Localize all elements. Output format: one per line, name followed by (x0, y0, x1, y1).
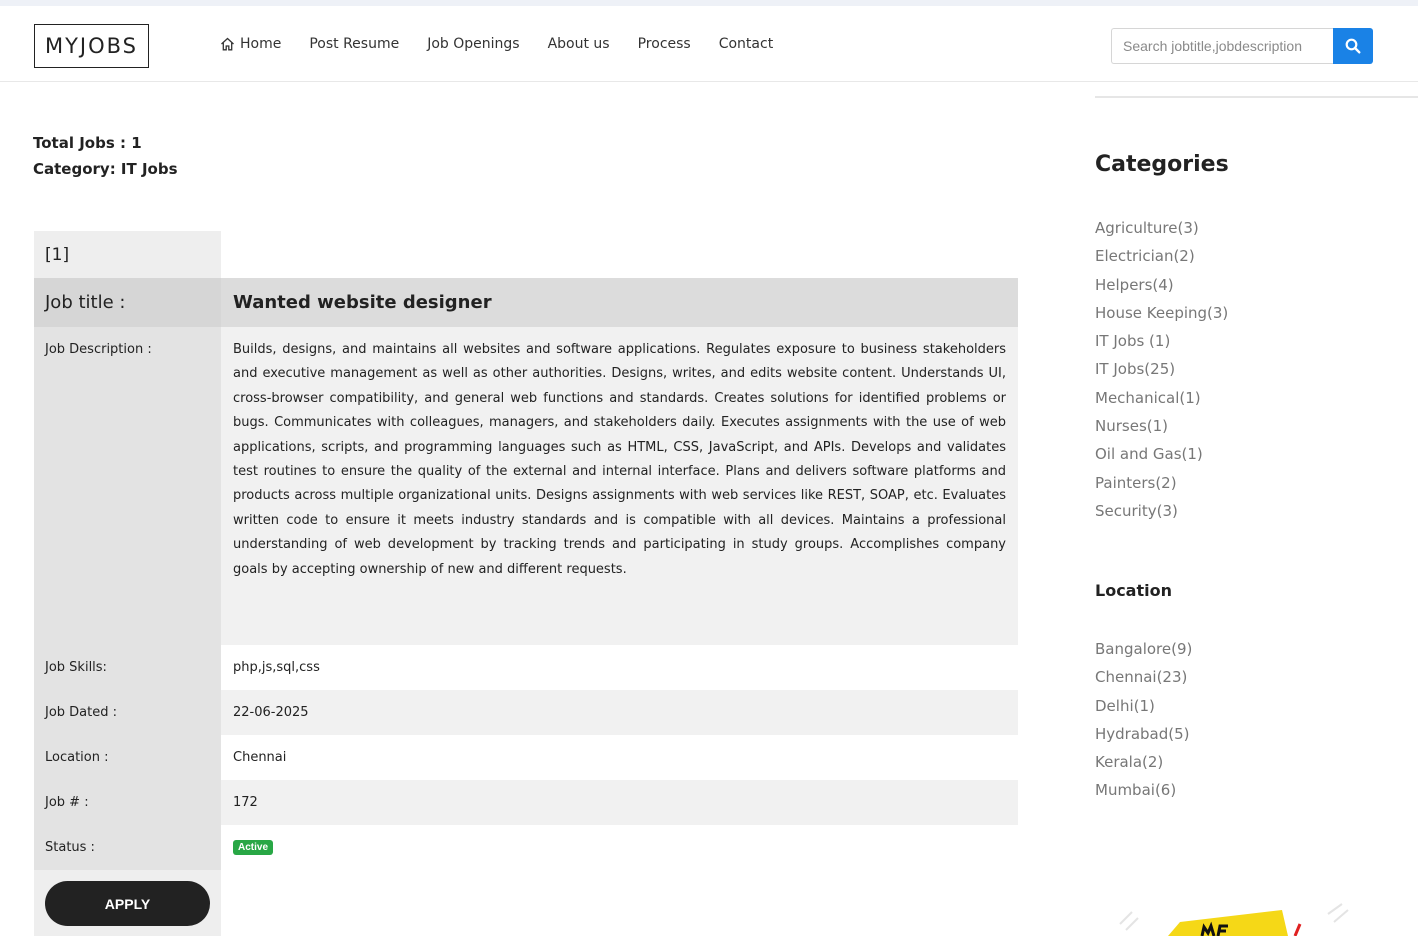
job-description-label: Job Description : (34, 327, 221, 645)
job-description: Builds, designs, and maintains all websites and software applications. Regulates exposure to business stakeholders and executive management as well as other authorities. Designs, writes, and edits website content. Understands UI, cross-browser compatibility, and general web functions and standards. Creates solutions for identified problems or bugs. Communicates with colleagues, managers, and stakeholders daily. Executes assignments with the use of web applications, scripts, and programming languages such as HTML, CSS, JavaScript, and APIs. Develops and validates test routines to ensure the quality of the external and internal interface. Plans and delivers software platforms and products across multiple organizational units. Designs assignments with web services like REST, SOAP, etc. Evaluates written code to ensure it meets industry standards and is compatible with all devices. Maintains a professional understanding of web development by tracking trends and participating in study groups. Accomplishes company goals by accepting ownership of new and different requests. (221, 327, 1018, 645)
job-index-row (34, 231, 1018, 278)
job-location: Chennai (221, 735, 1018, 780)
job-number-row (34, 780, 1018, 825)
location-item[interactable]: Mumbai(6) (1095, 781, 1177, 800)
promo-banner-graphic (1110, 900, 1370, 936)
apply-button[interactable]: APPLY (45, 881, 210, 926)
job-title: Wanted website designer (221, 278, 1018, 327)
categories-heading: Categories (1095, 152, 1229, 177)
nav-post-resume[interactable]: Post Resume (309, 36, 400, 52)
category-item[interactable]: Security(3) (1095, 501, 1178, 520)
category-item[interactable]: IT Jobs (1) (1095, 332, 1171, 351)
search-icon (1345, 38, 1361, 54)
site-header (0, 6, 1418, 82)
category-item[interactable]: Painters(2) (1095, 473, 1177, 492)
category-item[interactable]: IT Jobs(25) (1095, 360, 1176, 379)
category-item[interactable]: House Keeping(3) (1095, 303, 1229, 322)
search-button[interactable] (1333, 28, 1373, 64)
job-title-label: Job title : (34, 278, 221, 327)
job-location-row (34, 735, 1018, 780)
category-item[interactable]: Oil and Gas(1) (1095, 445, 1203, 464)
category-item[interactable]: Electrician(2) (1095, 247, 1195, 266)
job-status-label: Status : (34, 825, 221, 870)
category-item[interactable]: Nurses(1) (1095, 417, 1169, 436)
category-item[interactable]: Helpers(4) (1095, 275, 1174, 294)
site-logo[interactable]: MYJOBS (34, 24, 149, 68)
location-list (1095, 635, 1192, 805)
location-item[interactable]: Kerala(2) (1095, 753, 1164, 772)
job-index-spacer (221, 231, 1018, 278)
job-title-row (34, 278, 1018, 327)
search-input[interactable] (1111, 28, 1333, 64)
job-description-row (34, 327, 1018, 645)
category-label: Category: IT Jobs (33, 160, 178, 178)
location-item[interactable]: Chennai(23) (1095, 668, 1188, 687)
category-item[interactable]: Agriculture(3) (1095, 219, 1199, 237)
search-bar (1111, 28, 1373, 64)
location-item[interactable]: Hydrabad(5) (1095, 724, 1190, 743)
promo-banner-image (1110, 900, 1370, 936)
nav-contact[interactable]: Contact (718, 36, 774, 52)
job-number: 172 (221, 780, 1018, 825)
main-nav (220, 36, 801, 52)
job-skills-label: Job Skills: (34, 645, 221, 690)
total-jobs: Total Jobs : 1 (33, 134, 142, 152)
nav-job-openings[interactable]: Job Openings (427, 36, 520, 52)
nav-home-label: Home (240, 36, 282, 52)
apply-spacer (221, 870, 1018, 936)
job-dated-label: Job Dated : (34, 690, 221, 735)
job-details-table (34, 231, 1018, 936)
nav-home[interactable] (220, 36, 281, 52)
location-heading: Location (1095, 581, 1172, 600)
job-skills-row (34, 645, 1018, 690)
job-skills: php,js,sql,css (221, 645, 1018, 690)
job-dated-row (34, 690, 1018, 735)
job-status-cell (221, 825, 1018, 870)
apply-row (34, 870, 1018, 936)
job-summary (33, 130, 178, 182)
nav-process[interactable]: Process (637, 36, 691, 52)
job-location-label: Location : (34, 735, 221, 780)
sidebar-divider (1095, 96, 1418, 98)
nav-about-us[interactable]: About us (547, 36, 610, 52)
home-icon (220, 37, 235, 51)
job-status-row (34, 825, 1018, 870)
apply-cell (34, 870, 221, 936)
location-item[interactable]: Delhi(1) (1095, 696, 1155, 715)
job-index: [1] (34, 231, 221, 278)
location-item[interactable]: Bangalore(9) (1095, 640, 1193, 658)
status-badge: Active (233, 840, 273, 855)
category-item[interactable]: Mechanical(1) (1095, 388, 1201, 407)
job-dated: 22-06-2025 (221, 690, 1018, 735)
category-list (1095, 214, 1228, 525)
job-number-label: Job # : (34, 780, 221, 825)
